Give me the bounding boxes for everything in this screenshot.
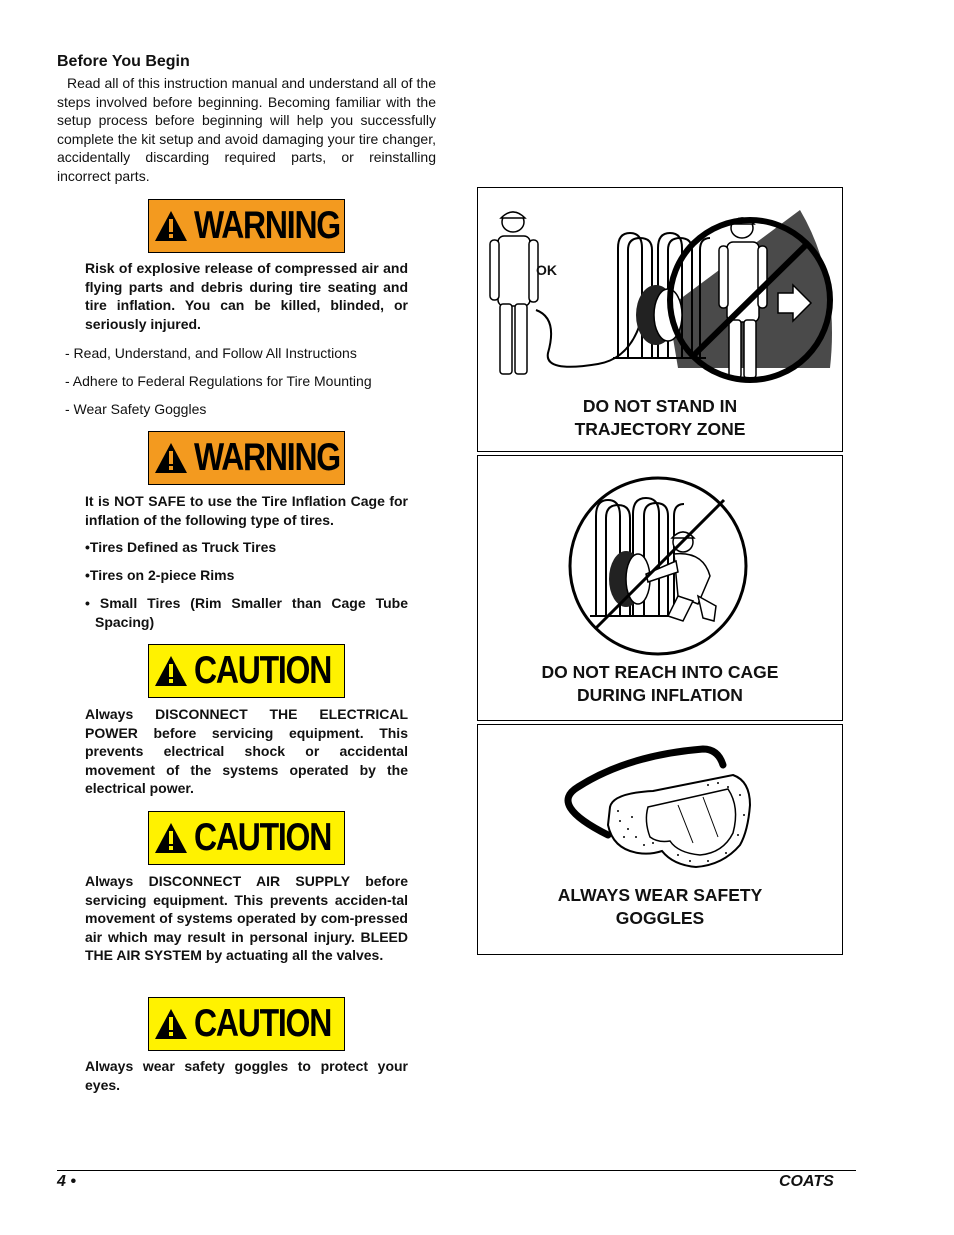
warning-item: - Wear Safety Goggles <box>65 401 207 417</box>
warning-sign <box>148 199 345 253</box>
panel-caption-line2: GOGGLES <box>615 908 705 928</box>
caution-word: CAUTION <box>194 649 332 692</box>
panel-caption-line1: ALWAYS WEAR SAFETY <box>557 885 763 905</box>
brand-name: COATS <box>779 1173 834 1190</box>
warning-word: WARNING <box>194 204 340 247</box>
intro-paragraph: Read all of this instruction manual and understand all of the steps involved before beginning. Becoming familiar with the setup process before beginning will help you successfully complete the kit setup and avoid damaging your tire changer, accidentally discarding required parts, or reinstalling incorrect parts. <box>57 75 436 184</box>
warning-cage-text: It is NOT SAFE to use the Tire Inflation Cage for inflation of the following type of tires. <box>85 493 408 528</box>
hazard-triangle-icon <box>154 822 188 854</box>
caution-sign <box>148 997 345 1051</box>
panel-caption-line2: TRAJECTORY ZONE <box>574 419 746 439</box>
tire-bullet: • Small Tires (Rim Smaller than Cage Tube Spacing) <box>85 595 408 630</box>
safety-goggles-illustration <box>478 725 841 885</box>
tire-bullet: •Tires Defined as Truck Tires <box>85 539 277 555</box>
reach-into-cage-panel <box>477 455 843 721</box>
hazard-triangle-icon <box>154 210 188 242</box>
warning-sign <box>148 431 345 485</box>
caution-word: CAUTION <box>194 816 332 859</box>
warning-explosive-text: Risk of explosive release of compressed air and flying parts and debris during tire seating and tire inflation. You can be killed, blinded, or seriously injured. <box>85 260 408 332</box>
warning-item: - Adhere to Federal Regulations for Tire Mounting <box>65 373 372 389</box>
panel-caption-line2: DURING INFLATION <box>577 685 743 705</box>
footer-rule <box>57 1170 856 1171</box>
section-title: Before You Begin <box>57 53 190 70</box>
caution-air-text: Always DISCONNECT AIR SUPPLY before servicing equipment. This prevents acciden-tal movement of systems operated by com-pressed air which may result in personal injury. BLEED THE AIR SYSTEM by actuating all the valves. <box>85 873 408 964</box>
caution-sign <box>148 811 345 865</box>
hazard-triangle-icon <box>154 655 188 687</box>
caution-goggles-text: Always wear safety goggles to protect your eyes. <box>85 1058 408 1093</box>
safety-goggles-panel <box>477 724 843 955</box>
caution-sign <box>148 644 345 698</box>
trajectory-zone-illustration <box>478 188 841 388</box>
hazard-triangle-icon <box>154 442 188 474</box>
tire-bullet: •Tires on 2-piece Rims <box>85 567 235 583</box>
panel-caption-line1: DO NOT STAND IN <box>582 396 738 416</box>
caution-electrical-text: Always DISCONNECT THE ELECTRICAL POWER before servicing equipment. This prevents electrical shock or accidental movement of the systems operated by the electrical power. <box>85 706 408 797</box>
warning-word: WARNING <box>194 436 340 479</box>
panel-caption-line1: DO NOT REACH INTO CAGE <box>541 662 779 682</box>
trajectory-zone-panel <box>477 187 843 452</box>
reach-into-cage-illustration <box>478 456 841 656</box>
caution-word: CAUTION <box>194 1002 332 1045</box>
page-number: 4 • <box>57 1173 76 1190</box>
warning-item: - Read, Understand, and Follow All Instructions <box>65 345 357 361</box>
ok-label: OK <box>536 262 557 278</box>
hazard-triangle-icon <box>154 1008 188 1040</box>
